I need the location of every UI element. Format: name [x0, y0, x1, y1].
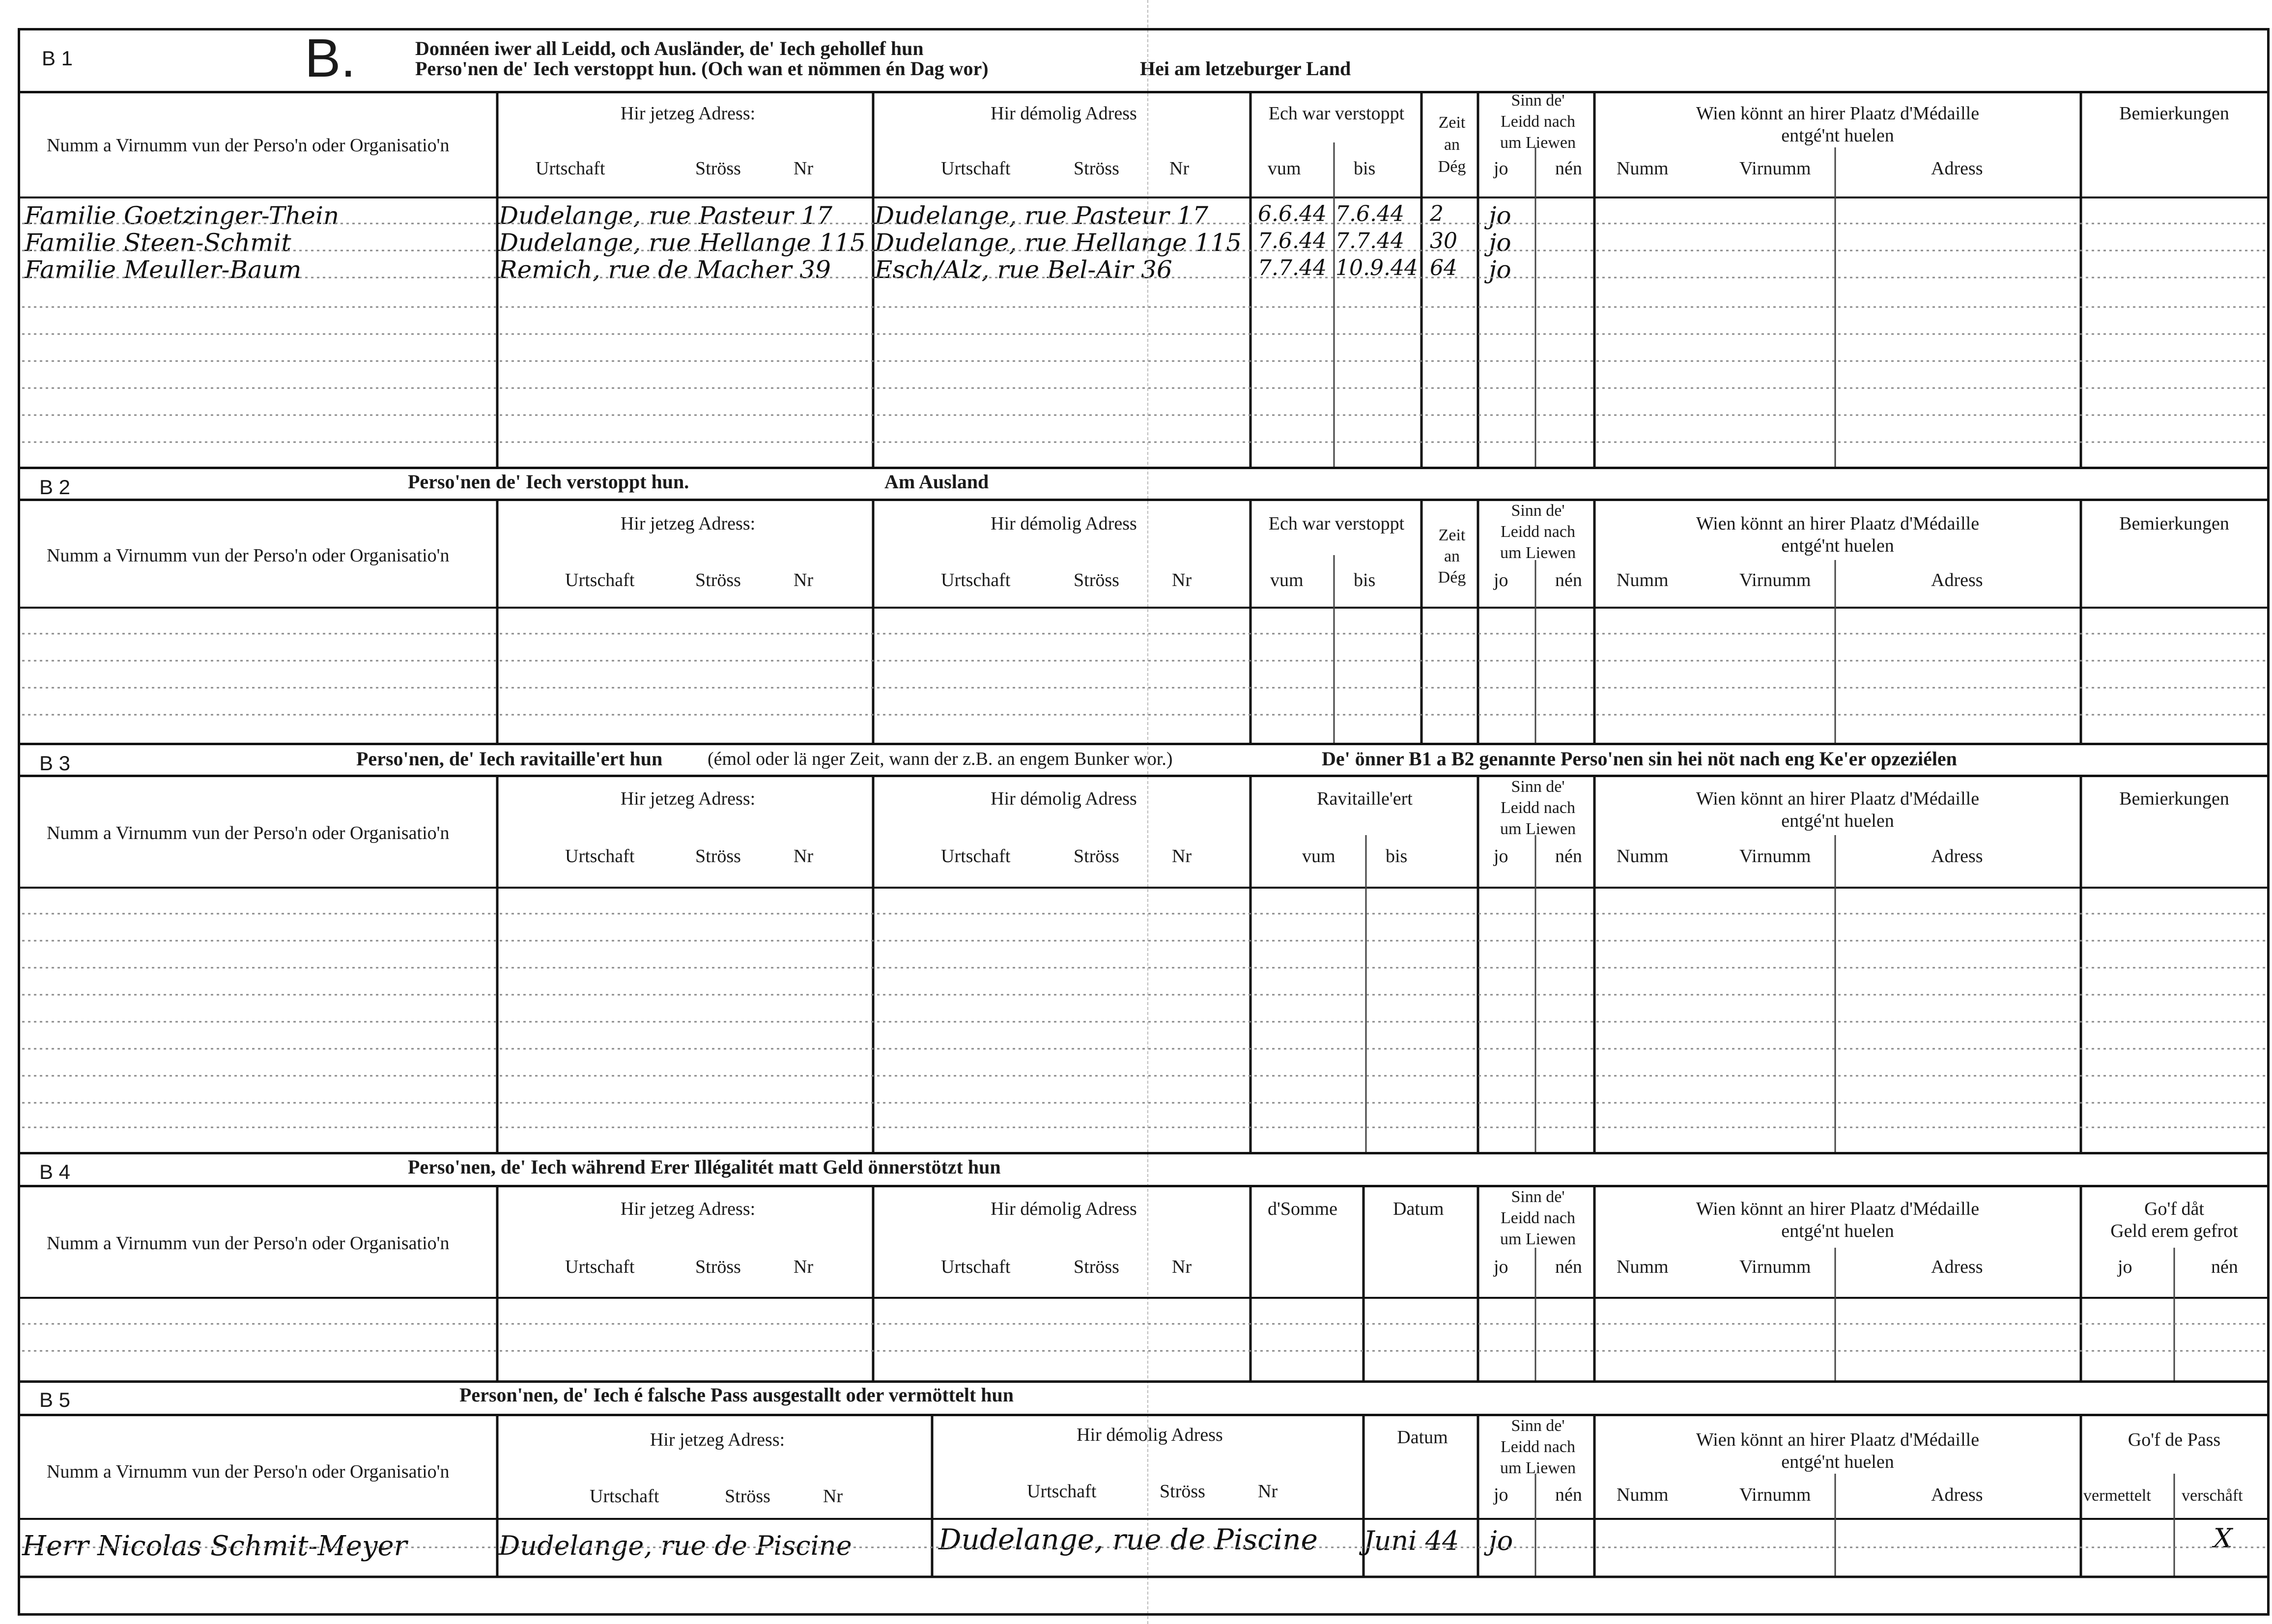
- header-current-address: Hir jetzeg Adress:: [620, 788, 756, 809]
- header-nr: Nr: [1172, 846, 1192, 867]
- section-title-right: Am Ausland: [884, 471, 989, 493]
- header-stross: Ströss: [695, 1257, 741, 1277]
- header-nr: Nr: [1258, 1481, 1278, 1502]
- header-name: Numm a Virnumm vun der Perso'n oder Organisatio'n: [47, 1233, 450, 1254]
- header-hidden: Ech war verstoppt: [1268, 103, 1405, 124]
- header-alive: um Liewen: [1500, 1459, 1576, 1477]
- header-former-address: Hir démolig Adress: [991, 103, 1137, 124]
- header-adress: Adress: [1931, 1257, 1983, 1277]
- header-jo: jo: [1494, 1484, 1508, 1505]
- header-urtschaft: Urtschaft: [536, 158, 605, 179]
- header-nr: Nr: [1172, 1257, 1192, 1277]
- header-current-address: Hir jetzeg Adress:: [620, 1199, 756, 1219]
- header-former-address: Hir démolig Adress: [991, 513, 1137, 534]
- header-alive: Sinn de': [1511, 502, 1565, 520]
- header-numm: Numm: [1617, 1257, 1669, 1277]
- section-title-line2: Perso'nen de' Iech verstoppt hun. (Och wan et nömmen én Dag wor): [415, 57, 989, 80]
- header-urtschaft: Urtschaft: [941, 570, 1011, 590]
- header-alive: um Liewen: [1500, 1230, 1576, 1248]
- b1-row2-vum: 7.6.44: [1258, 228, 1327, 253]
- header-virnumm: Virnumm: [1739, 158, 1811, 179]
- b1-row1-cur: Dudelange, rue Pasteur 17: [499, 201, 833, 230]
- header-nen: nén: [2211, 1257, 2238, 1277]
- header-medal: entgé'nt huelen: [1781, 1221, 1894, 1241]
- header-alive: Leidd nach: [1501, 799, 1575, 817]
- header-stross: Ströss: [1074, 570, 1119, 590]
- b5-row-cur: Dudelange, rue de Piscine: [499, 1530, 852, 1561]
- header-stross: Ströss: [695, 846, 741, 867]
- header-datum: Datum: [1393, 1199, 1444, 1219]
- header-nr: Nr: [823, 1486, 843, 1507]
- header-medal: entgé'nt huelen: [1781, 125, 1894, 146]
- header-medal: entgé'nt huelen: [1781, 1452, 1894, 1472]
- header-somme: d'Somme: [1268, 1199, 1337, 1219]
- header-remarks: Bemierkungen: [2119, 103, 2229, 124]
- b1-row3-alive: jo: [1489, 255, 1511, 284]
- header-urtschaft: Urtschaft: [941, 846, 1011, 867]
- header-jo: jo: [1494, 1257, 1508, 1277]
- header-urtschaft: Urtschaft: [565, 846, 635, 867]
- header-numm: Numm: [1617, 570, 1669, 590]
- section-code: B 3: [39, 752, 71, 775]
- header-vermettelt: vermettelt: [2083, 1486, 2151, 1505]
- header-jo: jo: [1494, 158, 1508, 179]
- header-medal: Wien könnt an hirer Plaatz d'Médaille: [1696, 1429, 1980, 1450]
- b1-row2-days: 30: [1430, 228, 1457, 253]
- header-urtschaft: Urtschaft: [941, 158, 1011, 179]
- header-jo: jo: [1494, 570, 1508, 590]
- b1-row3-cur: Remich, rue de Macher 39: [499, 255, 831, 284]
- header-adress: Adress: [1931, 158, 1983, 179]
- b5-row-old: Dudelange, rue de Piscine: [938, 1523, 1318, 1556]
- header-former-address: Hir démolig Adress: [1077, 1425, 1223, 1445]
- section-code: B 1: [42, 47, 73, 70]
- header-name: Numm a Virnumm vun der Perso'n oder Organisatio'n: [47, 823, 450, 843]
- b1-row3-old: Esch/Alz, rue Bel-Air 36: [875, 255, 1172, 284]
- header-alive: Leidd nach: [1501, 112, 1575, 131]
- header-jo: jo: [2118, 1257, 2132, 1277]
- header-alive: um Liewen: [1500, 820, 1576, 838]
- header-medal: Wien könnt an hirer Plaatz d'Médaille: [1696, 103, 1980, 124]
- header-remarks: Bemierkungen: [2119, 788, 2229, 809]
- header-nr: Nr: [794, 570, 814, 590]
- header-nr: Nr: [794, 158, 814, 179]
- header-current-address: Hir jetzeg Adress:: [620, 513, 756, 534]
- header-zeit: Dég: [1438, 158, 1466, 176]
- b5-row-alive: jo: [1489, 1525, 1513, 1556]
- header-gift: Go'f dåt: [2144, 1199, 2204, 1219]
- header-nen: nén: [1555, 1484, 1582, 1505]
- b5-row-name: Herr Nicolas Schmit-Meyer: [22, 1530, 407, 1562]
- header-urtschaft: Urtschaft: [590, 1486, 659, 1507]
- header-urtschaft: Urtschaft: [565, 570, 635, 590]
- b1-row1-alive: jo: [1489, 201, 1511, 230]
- header-current-address: Hir jetzeg Adress:: [650, 1429, 785, 1450]
- header-alive: um Liewen: [1500, 134, 1576, 152]
- b1-row1-bis: 7.6.44: [1335, 201, 1404, 226]
- section-title: Person'nen, de' Iech é falsche Pass ausgestallt oder vermöttelt hun: [459, 1384, 1014, 1406]
- header-vum: vum: [1302, 846, 1335, 867]
- section-code: B 2: [39, 476, 71, 499]
- header-former-address: Hir démolig Adress: [991, 1199, 1137, 1219]
- section-title-right: Hei am letzeburger Land: [1140, 57, 1351, 80]
- header-stross: Ströss: [695, 570, 741, 590]
- b1-row2-name: Familie Steen-Schmit: [25, 228, 291, 257]
- header-medal: entgé'nt huelen: [1781, 535, 1894, 556]
- header-name: Numm a Virnumm vun der Perso'n oder Organisatio'n: [47, 135, 450, 156]
- header-nr: Nr: [794, 846, 814, 867]
- header-remarks: Bemierkungen: [2119, 513, 2229, 534]
- header-nr: Nr: [1169, 158, 1190, 179]
- header-alive: Sinn de': [1511, 1417, 1565, 1435]
- b1-row3-bis: 10.9.44: [1335, 255, 1418, 280]
- header-stross: Ströss: [1074, 846, 1119, 867]
- header-zeit: Zeit: [1438, 526, 1466, 544]
- header-stross: Ströss: [695, 158, 741, 179]
- header-virnumm: Virnumm: [1739, 570, 1811, 590]
- form-letter: B.: [305, 28, 356, 88]
- header-current-address: Hir jetzeg Adress:: [620, 103, 756, 124]
- header-former-address: Hir démolig Adress: [991, 788, 1137, 809]
- header-nen: nén: [1555, 1257, 1582, 1277]
- header-name: Numm a Virnumm vun der Perso'n oder Organisatio'n: [47, 545, 450, 566]
- header-stross: Ströss: [1074, 1257, 1119, 1277]
- header-stross: Ströss: [725, 1486, 770, 1507]
- section-title: Perso'nen, de' Iech während Erer Illégalitét matt Geld önnerstötzt hun: [408, 1156, 1001, 1178]
- b5-row-mark: X: [2214, 1523, 2233, 1554]
- header-zeit: Zeit: [1438, 113, 1466, 132]
- header-numm: Numm: [1617, 846, 1669, 867]
- header-medal: Wien könnt an hirer Plaatz d'Médaille: [1696, 1199, 1980, 1219]
- section-code: B 4: [39, 1160, 71, 1183]
- b1-row2-alive: jo: [1489, 228, 1511, 257]
- header-zeit: an: [1444, 136, 1460, 154]
- header-bis: bis: [1354, 158, 1376, 179]
- header-name: Numm a Virnumm vun der Perso'n oder Organisatio'n: [47, 1461, 450, 1482]
- header-nr: Nr: [1172, 570, 1192, 590]
- header-bis: bis: [1354, 570, 1376, 590]
- section-code: B 5: [39, 1388, 71, 1411]
- header-nen: nén: [1555, 570, 1582, 590]
- header-alive: Leidd nach: [1501, 523, 1575, 541]
- b1-row2-bis: 7.7.44: [1335, 228, 1404, 253]
- header-virnumm: Virnumm: [1739, 1484, 1811, 1505]
- header-nen: nén: [1555, 158, 1582, 179]
- b1-row2-cur: Dudelange, rue Hellange 115: [499, 228, 866, 257]
- b1-row3-vum: 7.7.44: [1258, 255, 1327, 280]
- b1-row3-name: Familie Meuller-Baum: [25, 255, 302, 284]
- section-title-right: De' önner B1 a B2 genannte Perso'nen sin hei nöt nach eng Ke'er opzeziélen: [1322, 748, 1957, 770]
- section-title: Perso'nen, de' Iech ravitaille'ert hun: [356, 748, 663, 770]
- header-hidden: Ech war verstoppt: [1268, 513, 1405, 534]
- header-medal: Wien könnt an hirer Plaatz d'Médaille: [1696, 513, 1980, 534]
- header-adress: Adress: [1931, 570, 1983, 590]
- header-zeit: Dég: [1438, 568, 1466, 587]
- header-adress: Adress: [1931, 846, 1983, 867]
- header-urtschaft: Urtschaft: [565, 1257, 635, 1277]
- b1-row2-old: Dudelange, rue Hellange 115: [875, 228, 1242, 257]
- header-bis: bis: [1386, 846, 1408, 867]
- header-nr: Nr: [794, 1257, 814, 1277]
- header-alive: um Liewen: [1500, 544, 1576, 562]
- section-title: Perso'nen de' Iech verstoppt hun.: [408, 471, 689, 493]
- header-zeit: an: [1444, 547, 1460, 565]
- header-alive: Leidd nach: [1501, 1209, 1575, 1227]
- header-verschaft: verschåft: [2182, 1486, 2243, 1505]
- header-jo: jo: [1494, 846, 1508, 867]
- header-virnumm: Virnumm: [1739, 1257, 1811, 1277]
- header-datum: Datum: [1397, 1427, 1448, 1448]
- header-virnumm: Virnumm: [1739, 846, 1811, 867]
- header-alive: Sinn de': [1511, 778, 1565, 796]
- header-vum: vum: [1270, 570, 1304, 590]
- header-vum: vum: [1268, 158, 1301, 179]
- b1-row1-old: Dudelange, rue Pasteur 17: [875, 201, 1209, 230]
- header-medal: Wien könnt an hirer Plaatz d'Médaille: [1696, 788, 1980, 809]
- section-title-note: (émol oder lä nger Zeit, wann der z.B. an engem Bunker wor.): [708, 749, 1173, 769]
- header-alive: Sinn de': [1511, 91, 1565, 110]
- b1-row1-name: Familie Goetzinger-Thein: [25, 201, 340, 230]
- header-urtschaft: Urtschaft: [941, 1257, 1011, 1277]
- header-pass: Go'f de Pass: [2128, 1429, 2221, 1450]
- section-title-line1: Donnéen iwer all Leidd, och Ausländer, de' Iech gehollef hun: [415, 37, 924, 59]
- b1-row1-days: 2: [1430, 201, 1444, 226]
- b5-row-date: Juni 44: [1363, 1525, 1459, 1556]
- header-alive: Leidd nach: [1501, 1438, 1575, 1456]
- header-medal: entgé'nt huelen: [1781, 811, 1894, 831]
- header-urtschaft: Urtschaft: [1027, 1481, 1097, 1502]
- header-ravitailleert: Ravitaille'ert: [1317, 788, 1413, 809]
- header-stross: Ströss: [1074, 158, 1119, 179]
- header-alive: Sinn de': [1511, 1188, 1565, 1206]
- b1-row3-days: 64: [1430, 255, 1457, 280]
- b1-row1-vum: 6.6.44: [1258, 201, 1327, 226]
- header-numm: Numm: [1617, 158, 1669, 179]
- header-gift: Geld erem gefrot: [2110, 1221, 2238, 1241]
- header-stross: Ströss: [1160, 1481, 1205, 1502]
- header-adress: Adress: [1931, 1484, 1983, 1505]
- header-numm: Numm: [1617, 1484, 1669, 1505]
- header-nen: nén: [1555, 846, 1582, 867]
